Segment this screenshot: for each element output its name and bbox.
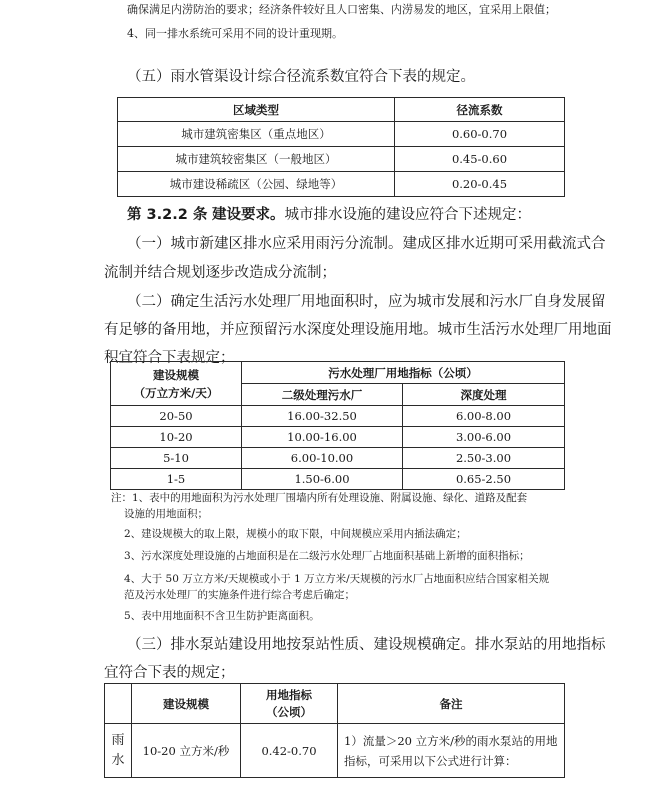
note-5: 5、表中用地面积不含卫生防护距离面积。 xyxy=(124,610,320,622)
section-5-title: （五）雨水管渠设计综合径流系数宜符合下表的规定。 xyxy=(127,69,475,85)
table1-cell: 0.45-0.60 xyxy=(395,147,565,172)
table2-cell: 6.00-10.00 xyxy=(242,448,403,469)
table2-cell: 20-50 xyxy=(111,406,242,427)
note-4-line-1: 4、大于 50 万立方米/天规模或小于 1 万立方米/天规模的污水厂占地面积应结合国家相关规 xyxy=(124,573,550,585)
para-2-line-1: （二）确定生活污水处理厂用地面积时，应为城市发展和污水厂自身发展留 xyxy=(127,294,606,310)
para-3-line-1: （三）排水泵站建设用地按泵站性质、建设规模确定。排水泵站的用地指标 xyxy=(127,637,606,653)
article-3-2-2 xyxy=(127,200,531,230)
table-row xyxy=(118,172,565,197)
note-1-line-1: 注：1、表中的用地面积为污水处理厂围墙内所有处理设施、附属设施、绿化、道路及配套 xyxy=(111,492,528,504)
table2-cell: 0.65-2.50 xyxy=(403,469,565,490)
table3-row-label xyxy=(105,724,132,778)
para-1-line-1: （一）城市新建区排水应采用雨污分流制。建成区排水近期可采用截流式合 xyxy=(127,236,606,252)
table1-header-area: 区域类型 xyxy=(118,98,395,122)
para-1-line-2: 流制并结合规划逐步改造成分流制； xyxy=(104,265,336,281)
table2-group-header: 污水处理厂用地指标（公顷） xyxy=(242,362,565,384)
table3-row-label-line-2: 水 xyxy=(111,752,125,768)
table2-header-scale-line-1: 建设规模 xyxy=(153,367,199,382)
table-row xyxy=(111,406,565,427)
table-row xyxy=(111,469,565,490)
para-2-line-2: 有足够的备用地，并应预留污水深度处理设施用地。城市生活污水处理厂用地面 xyxy=(104,322,612,338)
table2-header-scale-line-2: （万立方米/天） xyxy=(133,385,219,400)
table3-header-area-line-2: （公顷） xyxy=(266,704,312,719)
table2-subheader-advanced: 深度处理 xyxy=(403,384,565,406)
table1-cell: 城市建设稀疏区（公园、绿地等） xyxy=(118,172,395,197)
table1-cell: 0.60-0.70 xyxy=(395,122,565,147)
table2-cell: 10-20 xyxy=(111,427,242,448)
table2-cell: 16.00-32.50 xyxy=(242,406,403,427)
table3-header-scale: 建设规模 xyxy=(132,684,241,724)
table-row xyxy=(105,724,565,778)
table-row xyxy=(118,147,565,172)
table2-subheader-secondary: 二级处理污水厂 xyxy=(242,384,403,406)
article-text: 城市排水设施的建设应符合下述规定： xyxy=(284,207,531,223)
table3-remark-line-1: 1）流量＞20 立方米/秒的雨水泵站的用地 xyxy=(344,733,558,748)
runoff-coefficient-table xyxy=(117,97,565,197)
table3-cell-remark xyxy=(338,724,565,778)
table3-header-area-line-1: 用地指标 xyxy=(266,687,312,702)
intro-line-1: 确保满足内涝防治的要求；经济条件较好且人口密集、内涝易发的地区，宜采用上限值； xyxy=(127,3,556,16)
wastewater-plant-land-table xyxy=(110,361,565,490)
article-label: 第 3.2.2 条 xyxy=(127,207,208,223)
table3-cell-scale: 10-20 立方米/秒 xyxy=(132,724,241,778)
note-4-line-2: 范及污水处理厂的实施条件进行综合考虑后确定； xyxy=(124,589,355,601)
pump-station-land-table xyxy=(104,683,565,778)
table1-header-coef: 径流系数 xyxy=(395,98,565,122)
table2-cell: 10.00-16.00 xyxy=(242,427,403,448)
table2-header-scale xyxy=(111,362,242,406)
table-row xyxy=(111,448,565,469)
para-3-line-2: 宜符合下表的规定； xyxy=(104,665,235,681)
table2-cell: 5-10 xyxy=(111,448,242,469)
table2-cell: 6.00-8.00 xyxy=(403,406,565,427)
table-row xyxy=(118,122,565,147)
table3-row-label-line-1: 雨 xyxy=(111,732,125,748)
table-row xyxy=(111,427,565,448)
table1-cell: 0.20-0.45 xyxy=(395,172,565,197)
table2-cell: 1-5 xyxy=(111,469,242,490)
table2-cell: 1.50-6.00 xyxy=(242,469,403,490)
intro-line-2: 4、同一排水系统可采用不同的设计重现期。 xyxy=(127,27,343,40)
table3-remark-line-2: 指标，可采用以下公式进行计算： xyxy=(344,753,517,768)
article-title: 建设要求。 xyxy=(212,207,285,223)
para-2-line-3: 积宜符合下表规定； xyxy=(104,350,235,366)
table3-header-area xyxy=(241,684,338,724)
note-3: 3、污水深度处理设施的占地面积是在二级污水处理厂占地面积基础上新增的面积指标； xyxy=(124,550,530,562)
table3-cell-area: 0.42-0.70 xyxy=(241,724,338,778)
table1-cell: 城市建筑密集区（重点地区） xyxy=(118,122,395,147)
note-2: 2、建设规模大的取上限，规模小的取下限，中间规模应采用内插法确定； xyxy=(124,528,467,540)
table2-cell: 3.00-6.00 xyxy=(403,427,565,448)
table3-header-blank xyxy=(105,684,132,724)
note-1-line-2: 设施的用地面积； xyxy=(124,508,208,520)
table3-header-remark: 备注 xyxy=(338,684,565,724)
table2-cell: 2.50-3.00 xyxy=(403,448,565,469)
table1-cell: 城市建筑较密集区（一般地区） xyxy=(118,147,395,172)
